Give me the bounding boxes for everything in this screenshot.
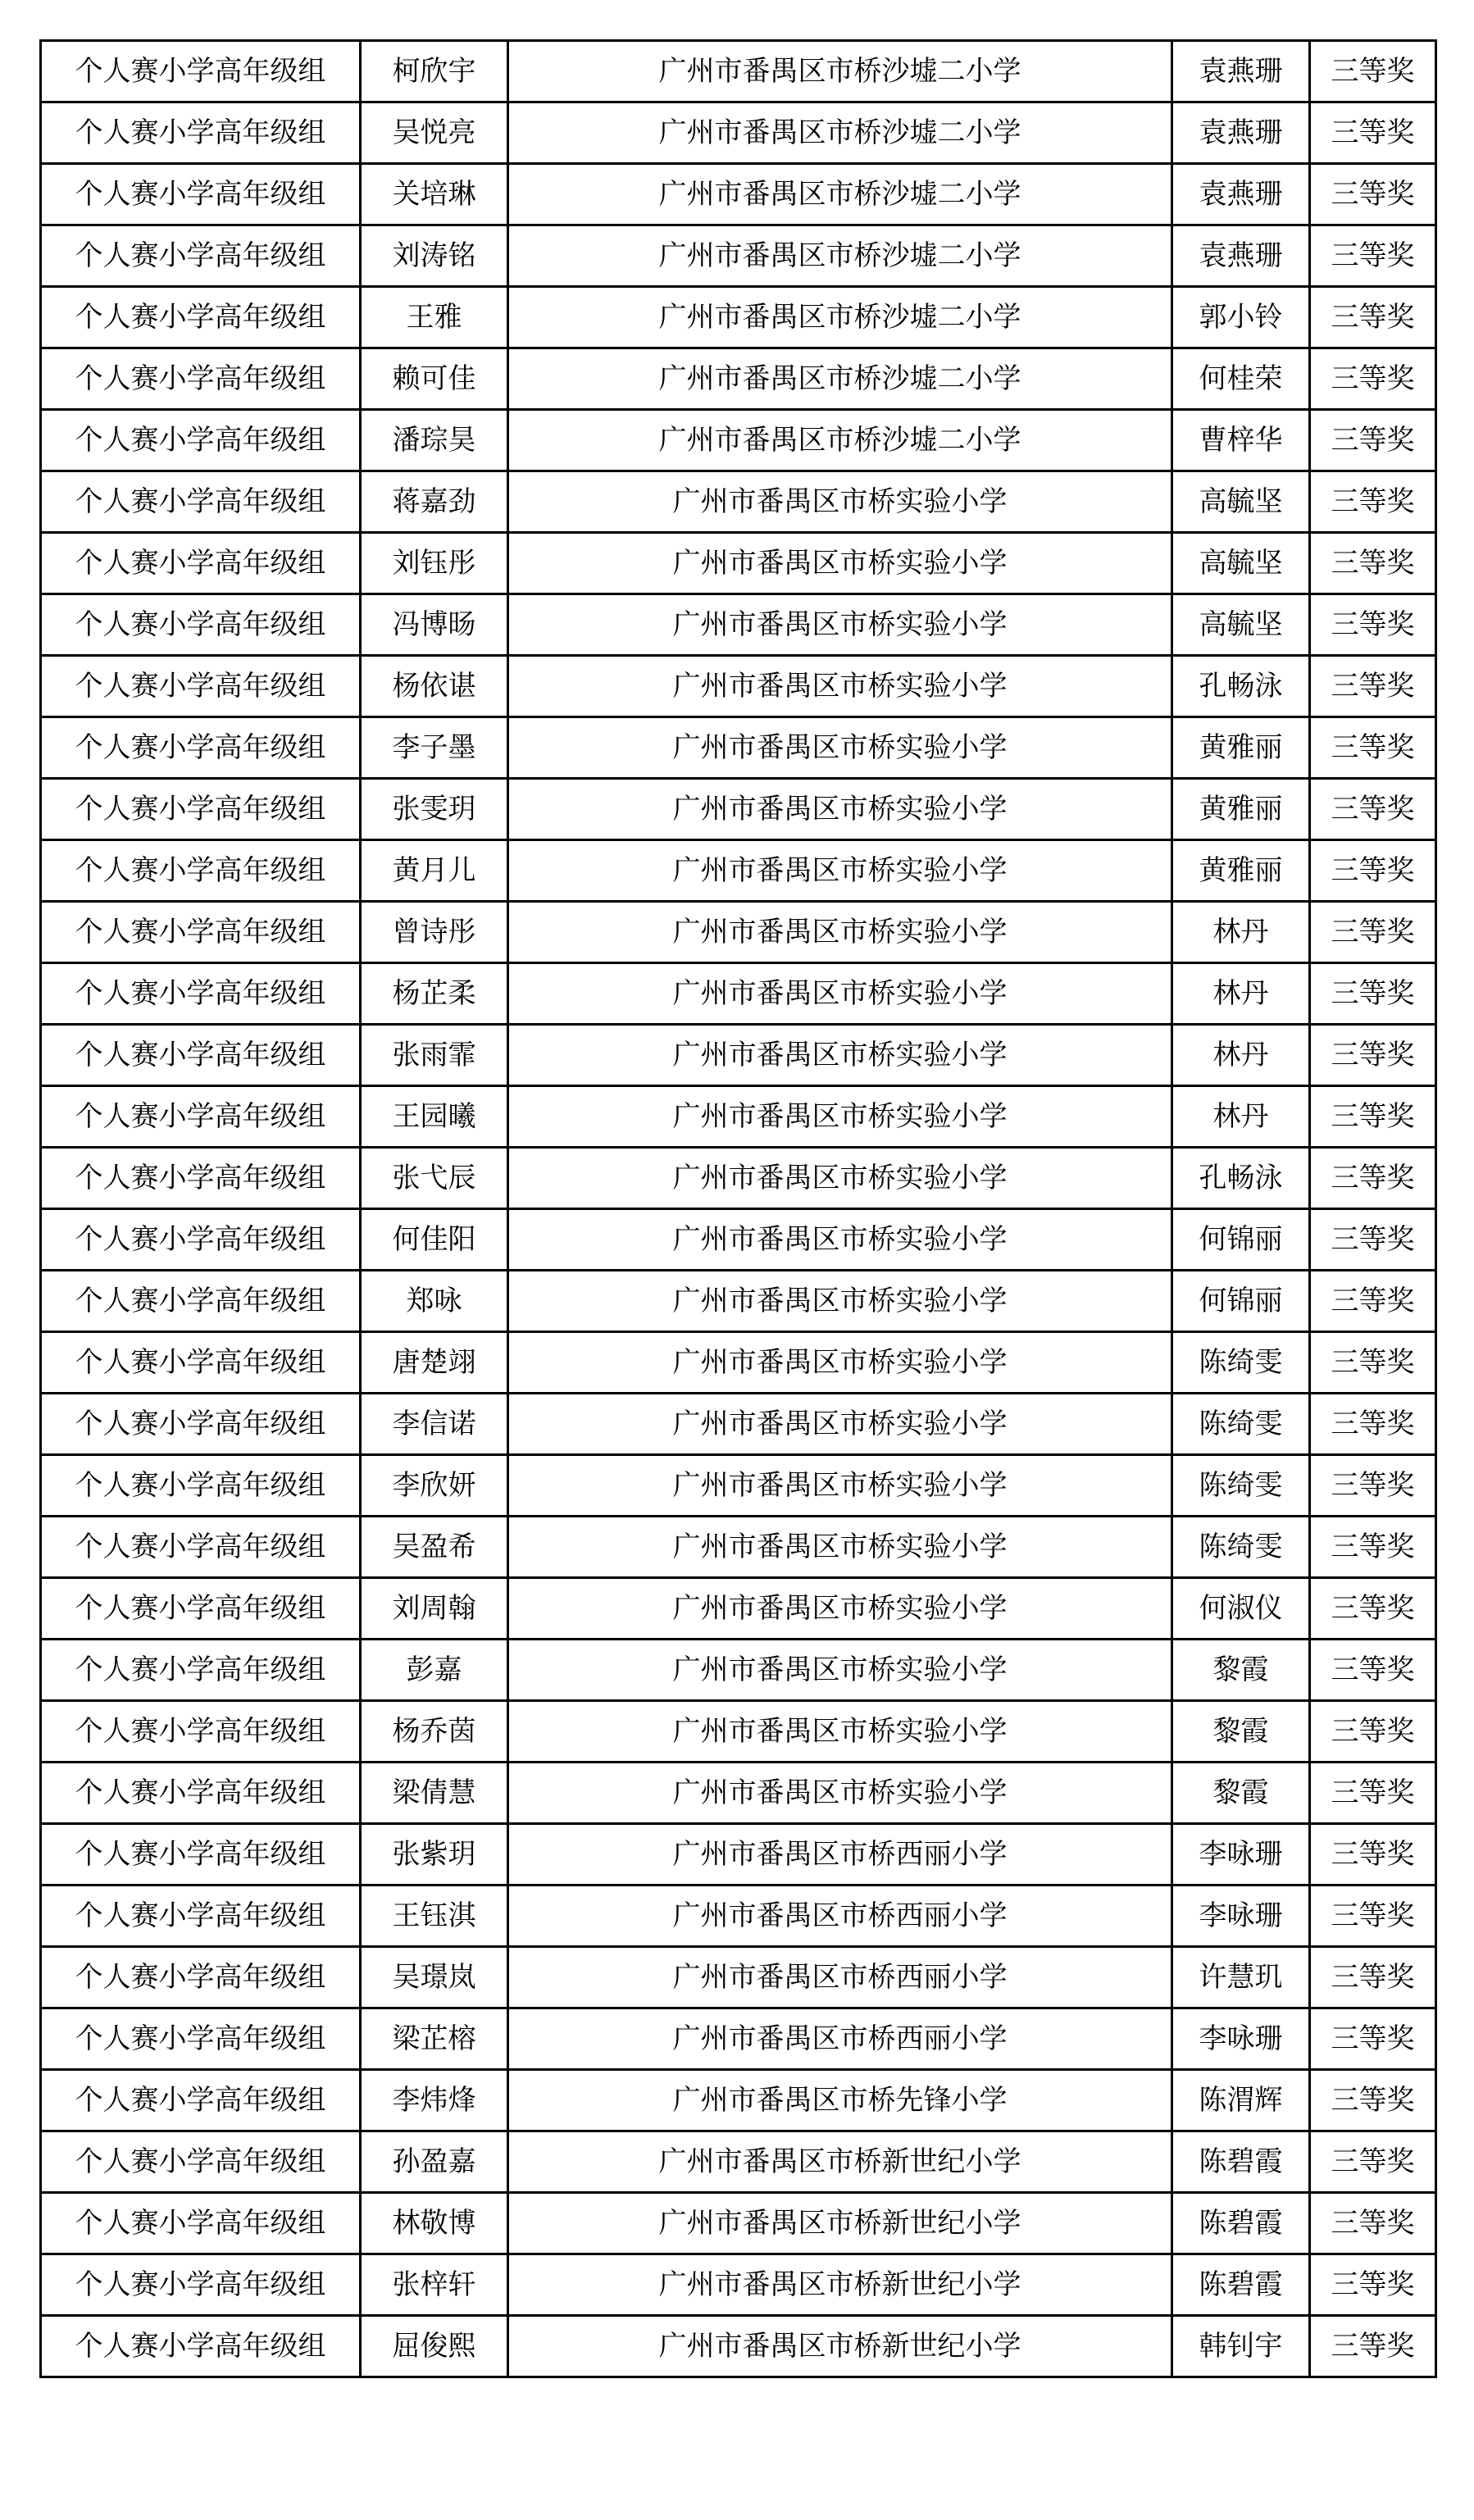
- category-cell: 个人赛小学高年级组: [41, 225, 361, 287]
- teacher-cell: 林丹: [1172, 902, 1310, 963]
- table-row: [41, 902, 1436, 963]
- award-cell: 三等奖: [1310, 2008, 1436, 2070]
- school-cell: 广州市番禺区市桥实验小学: [508, 1455, 1172, 1517]
- school-cell: 广州市番禺区市桥西丽小学: [508, 2008, 1172, 2070]
- award-cell: 三等奖: [1310, 225, 1436, 287]
- teacher-cell: 林丹: [1172, 1086, 1310, 1148]
- award-cell: 三等奖: [1310, 1517, 1436, 1578]
- table-row: [41, 779, 1436, 840]
- school-cell: 广州市番禺区市桥实验小学: [508, 594, 1172, 656]
- school-cell: 广州市番禺区市桥实验小学: [508, 902, 1172, 963]
- teacher-cell: 高毓坚: [1172, 533, 1310, 594]
- category-cell: 个人赛小学高年级组: [41, 164, 361, 225]
- student-name-cell: 张紫玥: [361, 1824, 508, 1885]
- award-cell: 三等奖: [1310, 779, 1436, 840]
- teacher-cell: 袁燕珊: [1172, 41, 1310, 102]
- school-cell: 广州市番禺区市桥新世纪小学: [508, 2193, 1172, 2254]
- category-cell: 个人赛小学高年级组: [41, 2254, 361, 2316]
- school-cell: 广州市番禺区市桥实验小学: [508, 1025, 1172, 1086]
- award-cell: 三等奖: [1310, 102, 1436, 164]
- student-name-cell: 屈俊熙: [361, 2316, 508, 2377]
- school-cell: 广州市番禺区市桥实验小学: [508, 1394, 1172, 1455]
- student-name-cell: 唐楚翊: [361, 1332, 508, 1394]
- teacher-cell: 高毓坚: [1172, 471, 1310, 533]
- school-cell: 广州市番禺区市桥实验小学: [508, 1578, 1172, 1640]
- award-cell: 三等奖: [1310, 471, 1436, 533]
- table-row: [41, 1455, 1436, 1517]
- teacher-cell: 何桂荣: [1172, 348, 1310, 410]
- student-name-cell: 张弋辰: [361, 1148, 508, 1209]
- award-cell: 三等奖: [1310, 594, 1436, 656]
- category-cell: 个人赛小学高年级组: [41, 1763, 361, 1824]
- category-cell: 个人赛小学高年级组: [41, 656, 361, 717]
- student-name-cell: 吴盈希: [361, 1517, 508, 1578]
- teacher-cell: 黎霞: [1172, 1640, 1310, 1701]
- table-row: [41, 2254, 1436, 2316]
- category-cell: 个人赛小学高年级组: [41, 2070, 361, 2131]
- award-cell: 三等奖: [1310, 1824, 1436, 1885]
- award-cell: 三等奖: [1310, 1701, 1436, 1763]
- category-cell: 个人赛小学高年级组: [41, 1947, 361, 2008]
- category-cell: 个人赛小学高年级组: [41, 2193, 361, 2254]
- category-cell: 个人赛小学高年级组: [41, 1885, 361, 1947]
- category-cell: 个人赛小学高年级组: [41, 348, 361, 410]
- category-cell: 个人赛小学高年级组: [41, 1148, 361, 1209]
- table-row: [41, 594, 1436, 656]
- student-name-cell: 吴悦亮: [361, 102, 508, 164]
- table-row: [41, 2316, 1436, 2377]
- student-name-cell: 张雯玥: [361, 779, 508, 840]
- award-cell: 三等奖: [1310, 2193, 1436, 2254]
- table-row: [41, 471, 1436, 533]
- student-name-cell: 冯博旸: [361, 594, 508, 656]
- teacher-cell: 李咏珊: [1172, 1824, 1310, 1885]
- table-row: [41, 2070, 1436, 2131]
- student-name-cell: 郑咏: [361, 1271, 508, 1332]
- student-name-cell: 李信诺: [361, 1394, 508, 1455]
- award-cell: 三等奖: [1310, 348, 1436, 410]
- category-cell: 个人赛小学高年级组: [41, 2131, 361, 2193]
- teacher-cell: 黄雅丽: [1172, 779, 1310, 840]
- table-row: [41, 1394, 1436, 1455]
- category-cell: 个人赛小学高年级组: [41, 1701, 361, 1763]
- table-row: [41, 1885, 1436, 1947]
- teacher-cell: 陈绮雯: [1172, 1517, 1310, 1578]
- table-row: [41, 963, 1436, 1025]
- student-name-cell: 刘涛铭: [361, 225, 508, 287]
- student-name-cell: 林敬博: [361, 2193, 508, 2254]
- category-cell: 个人赛小学高年级组: [41, 1209, 361, 1271]
- student-name-cell: 李子墨: [361, 717, 508, 779]
- student-name-cell: 刘周翰: [361, 1578, 508, 1640]
- award-cell: 三等奖: [1310, 1640, 1436, 1701]
- table-row: [41, 656, 1436, 717]
- table-row: [41, 1640, 1436, 1701]
- student-name-cell: 王园曦: [361, 1086, 508, 1148]
- student-name-cell: 王雅: [361, 287, 508, 348]
- school-cell: 广州市番禺区市桥新世纪小学: [508, 2131, 1172, 2193]
- student-name-cell: 柯欣宇: [361, 41, 508, 102]
- teacher-cell: 郭小铃: [1172, 287, 1310, 348]
- category-cell: 个人赛小学高年级组: [41, 287, 361, 348]
- teacher-cell: 何锦丽: [1172, 1209, 1310, 1271]
- award-cell: 三等奖: [1310, 1086, 1436, 1148]
- category-cell: 个人赛小学高年级组: [41, 1517, 361, 1578]
- award-cell: 三等奖: [1310, 656, 1436, 717]
- student-name-cell: 李欣妍: [361, 1455, 508, 1517]
- table-row: [41, 1271, 1436, 1332]
- teacher-cell: 袁燕珊: [1172, 225, 1310, 287]
- teacher-cell: 孔畅泳: [1172, 656, 1310, 717]
- teacher-cell: 黎霞: [1172, 1763, 1310, 1824]
- school-cell: 广州市番禺区市桥沙墟二小学: [508, 41, 1172, 102]
- award-cell: 三等奖: [1310, 1025, 1436, 1086]
- award-cell: 三等奖: [1310, 1148, 1436, 1209]
- student-name-cell: 刘钰彤: [361, 533, 508, 594]
- teacher-cell: 陈绮雯: [1172, 1332, 1310, 1394]
- table-row: [41, 348, 1436, 410]
- student-name-cell: 杨依谌: [361, 656, 508, 717]
- table-row: [41, 410, 1436, 471]
- school-cell: 广州市番禺区市桥先锋小学: [508, 2070, 1172, 2131]
- teacher-cell: 袁燕珊: [1172, 102, 1310, 164]
- teacher-cell: 孔畅泳: [1172, 1148, 1310, 1209]
- teacher-cell: 林丹: [1172, 1025, 1310, 1086]
- school-cell: 广州市番禺区市桥实验小学: [508, 1148, 1172, 1209]
- school-cell: 广州市番禺区市桥沙墟二小学: [508, 348, 1172, 410]
- school-cell: 广州市番禺区市桥实验小学: [508, 533, 1172, 594]
- table-row: [41, 1148, 1436, 1209]
- table-row: [41, 1701, 1436, 1763]
- teacher-cell: 袁燕珊: [1172, 164, 1310, 225]
- award-cell: 三等奖: [1310, 1332, 1436, 1394]
- table-row: [41, 2008, 1436, 2070]
- teacher-cell: 何锦丽: [1172, 1271, 1310, 1332]
- table-row: [41, 717, 1436, 779]
- table-row: [41, 1824, 1436, 1885]
- student-name-cell: 梁倩慧: [361, 1763, 508, 1824]
- teacher-cell: 李咏珊: [1172, 2008, 1310, 2070]
- award-cell: 三等奖: [1310, 840, 1436, 902]
- table-row: [41, 1332, 1436, 1394]
- teacher-cell: 曹梓华: [1172, 410, 1310, 471]
- award-cell: 三等奖: [1310, 717, 1436, 779]
- award-cell: 三等奖: [1310, 963, 1436, 1025]
- student-name-cell: 蒋嘉劲: [361, 471, 508, 533]
- category-cell: 个人赛小学高年级组: [41, 1332, 361, 1394]
- school-cell: 广州市番禺区市桥实验小学: [508, 1086, 1172, 1148]
- table-row: [41, 1763, 1436, 1824]
- student-name-cell: 张梓轩: [361, 2254, 508, 2316]
- award-cell: 三等奖: [1310, 533, 1436, 594]
- award-cell: 三等奖: [1310, 2316, 1436, 2377]
- teacher-cell: 林丹: [1172, 963, 1310, 1025]
- teacher-cell: 陈渭辉: [1172, 2070, 1310, 2131]
- award-cell: 三等奖: [1310, 1271, 1436, 1332]
- table-row: [41, 287, 1436, 348]
- category-cell: 个人赛小学高年级组: [41, 1394, 361, 1455]
- school-cell: 广州市番禺区市桥实验小学: [508, 656, 1172, 717]
- school-cell: 广州市番禺区市桥实验小学: [508, 1209, 1172, 1271]
- table-row: [41, 1947, 1436, 2008]
- table-row: [41, 2131, 1436, 2193]
- category-cell: 个人赛小学高年级组: [41, 471, 361, 533]
- teacher-cell: 陈碧霞: [1172, 2131, 1310, 2193]
- school-cell: 广州市番禺区市桥实验小学: [508, 1701, 1172, 1763]
- student-name-cell: 梁芷榕: [361, 2008, 508, 2070]
- teacher-cell: 李咏珊: [1172, 1885, 1310, 1947]
- table-row: [41, 1517, 1436, 1578]
- student-name-cell: 曾诗彤: [361, 902, 508, 963]
- award-cell: 三等奖: [1310, 1578, 1436, 1640]
- student-name-cell: 孙盈嘉: [361, 2131, 508, 2193]
- school-cell: 广州市番禺区市桥新世纪小学: [508, 2316, 1172, 2377]
- teacher-cell: 陈碧霞: [1172, 2193, 1310, 2254]
- school-cell: 广州市番禺区市桥实验小学: [508, 717, 1172, 779]
- student-name-cell: 杨乔茵: [361, 1701, 508, 1763]
- student-name-cell: 赖可佳: [361, 348, 508, 410]
- category-cell: 个人赛小学高年级组: [41, 1086, 361, 1148]
- school-cell: 广州市番禺区市桥沙墟二小学: [508, 102, 1172, 164]
- award-cell: 三等奖: [1310, 164, 1436, 225]
- award-cell: 三等奖: [1310, 1947, 1436, 2008]
- award-cell: 三等奖: [1310, 1455, 1436, 1517]
- teacher-cell: 何淑仪: [1172, 1578, 1310, 1640]
- table-row: [41, 41, 1436, 102]
- school-cell: 广州市番禺区市桥沙墟二小学: [508, 410, 1172, 471]
- table-row: [41, 2193, 1436, 2254]
- award-results-table: [39, 39, 1437, 2378]
- category-cell: 个人赛小学高年级组: [41, 1271, 361, 1332]
- category-cell: 个人赛小学高年级组: [41, 717, 361, 779]
- school-cell: 广州市番禺区市桥实验小学: [508, 1640, 1172, 1701]
- school-cell: 广州市番禺区市桥实验小学: [508, 963, 1172, 1025]
- category-cell: 个人赛小学高年级组: [41, 840, 361, 902]
- category-cell: 个人赛小学高年级组: [41, 963, 361, 1025]
- award-cell: 三等奖: [1310, 1763, 1436, 1824]
- category-cell: 个人赛小学高年级组: [41, 410, 361, 471]
- category-cell: 个人赛小学高年级组: [41, 902, 361, 963]
- teacher-cell: 韩钊宇: [1172, 2316, 1310, 2377]
- category-cell: 个人赛小学高年级组: [41, 1578, 361, 1640]
- school-cell: 广州市番禺区市桥西丽小学: [508, 1947, 1172, 2008]
- student-name-cell: 杨芷柔: [361, 963, 508, 1025]
- teacher-cell: 许慧玑: [1172, 1947, 1310, 2008]
- award-cell: 三等奖: [1310, 1394, 1436, 1455]
- school-cell: 广州市番禺区市桥沙墟二小学: [508, 164, 1172, 225]
- teacher-cell: 黄雅丽: [1172, 717, 1310, 779]
- teacher-cell: 陈碧霞: [1172, 2254, 1310, 2316]
- table-row: [41, 164, 1436, 225]
- table-row: [41, 533, 1436, 594]
- teacher-cell: 陈绮雯: [1172, 1455, 1310, 1517]
- teacher-cell: 黎霞: [1172, 1701, 1310, 1763]
- student-name-cell: 吴璟岚: [361, 1947, 508, 2008]
- category-cell: 个人赛小学高年级组: [41, 533, 361, 594]
- award-cell: 三等奖: [1310, 2070, 1436, 2131]
- category-cell: 个人赛小学高年级组: [41, 2316, 361, 2377]
- category-cell: 个人赛小学高年级组: [41, 1025, 361, 1086]
- school-cell: 广州市番禺区市桥实验小学: [508, 1763, 1172, 1824]
- category-cell: 个人赛小学高年级组: [41, 2008, 361, 2070]
- school-cell: 广州市番禺区市桥实验小学: [508, 840, 1172, 902]
- award-cell: 三等奖: [1310, 2131, 1436, 2193]
- category-cell: 个人赛小学高年级组: [41, 1640, 361, 1701]
- student-name-cell: 李炜烽: [361, 2070, 508, 2131]
- award-results-body: [41, 41, 1436, 2377]
- school-cell: 广州市番禺区市桥西丽小学: [508, 1824, 1172, 1885]
- category-cell: 个人赛小学高年级组: [41, 41, 361, 102]
- student-name-cell: 何佳阳: [361, 1209, 508, 1271]
- table-row: [41, 225, 1436, 287]
- category-cell: 个人赛小学高年级组: [41, 779, 361, 840]
- school-cell: 广州市番禺区市桥实验小学: [508, 779, 1172, 840]
- award-cell: 三等奖: [1310, 2254, 1436, 2316]
- teacher-cell: 高毓坚: [1172, 594, 1310, 656]
- category-cell: 个人赛小学高年级组: [41, 1824, 361, 1885]
- category-cell: 个人赛小学高年级组: [41, 1455, 361, 1517]
- student-name-cell: 黄月儿: [361, 840, 508, 902]
- student-name-cell: 关培琳: [361, 164, 508, 225]
- school-cell: 广州市番禺区市桥西丽小学: [508, 1885, 1172, 1947]
- table-row: [41, 102, 1436, 164]
- award-cell: 三等奖: [1310, 41, 1436, 102]
- student-name-cell: 彭嘉: [361, 1640, 508, 1701]
- award-cell: 三等奖: [1310, 287, 1436, 348]
- school-cell: 广州市番禺区市桥实验小学: [508, 471, 1172, 533]
- table-row: [41, 1209, 1436, 1271]
- student-name-cell: 王钰淇: [361, 1885, 508, 1947]
- school-cell: 广州市番禺区市桥实验小学: [508, 1332, 1172, 1394]
- school-cell: 广州市番禺区市桥沙墟二小学: [508, 225, 1172, 287]
- award-cell: 三等奖: [1310, 410, 1436, 471]
- teacher-cell: 黄雅丽: [1172, 840, 1310, 902]
- student-name-cell: 潘琮昊: [361, 410, 508, 471]
- school-cell: 广州市番禺区市桥实验小学: [508, 1517, 1172, 1578]
- category-cell: 个人赛小学高年级组: [41, 594, 361, 656]
- award-cell: 三等奖: [1310, 1209, 1436, 1271]
- award-cell: 三等奖: [1310, 1885, 1436, 1947]
- category-cell: 个人赛小学高年级组: [41, 102, 361, 164]
- table-row: [41, 840, 1436, 902]
- award-cell: 三等奖: [1310, 902, 1436, 963]
- school-cell: 广州市番禺区市桥沙墟二小学: [508, 287, 1172, 348]
- table-row: [41, 1025, 1436, 1086]
- table-row: [41, 1086, 1436, 1148]
- school-cell: 广州市番禺区市桥新世纪小学: [508, 2254, 1172, 2316]
- student-name-cell: 张雨霏: [361, 1025, 508, 1086]
- school-cell: 广州市番禺区市桥实验小学: [508, 1271, 1172, 1332]
- teacher-cell: 陈绮雯: [1172, 1394, 1310, 1455]
- table-row: [41, 1578, 1436, 1640]
